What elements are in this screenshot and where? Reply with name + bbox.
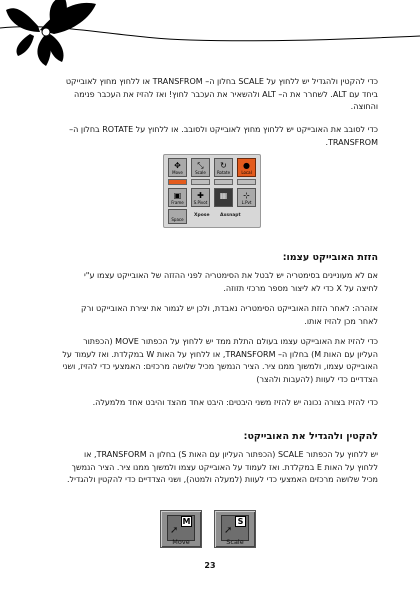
pivot-icon: ✚: [197, 191, 204, 200]
panel-tile-spivot[interactable]: ✚ S.Pivot: [191, 188, 210, 207]
local-icon: ●: [243, 161, 250, 170]
panel-tile-move[interactable]: ✥ Move: [168, 158, 187, 177]
paragraph-scale-rotate-intro: כדי להקטין ולהגדיל יש ללחוץ על SCALE בחלון ה– TRANSFROM או ללחוץ מחוץ לאובייקט ביחד עם ALT. לשחרר את ה– ALT ולהשאיר את העכבר לחוץ! ואז להזיז את העכבר פנימה והחוצה.: [65, 77, 378, 111]
scale-icon: ⤡: [197, 161, 204, 170]
panel-toggle-3[interactable]: [237, 179, 256, 185]
panel-tile-local[interactable]: ● Local: [237, 158, 256, 177]
panel-tile-space[interactable]: Space: [168, 209, 187, 224]
panel-toggle-orange[interactable]: [168, 179, 187, 185]
panel-tile-lpvt[interactable]: ⊹ L.Pvt: [237, 188, 256, 207]
heading-scale-object: להקטין ולהגדיל את האובייקט:: [243, 431, 378, 442]
move-button[interactable]: [160, 510, 202, 548]
panel-toggle-2[interactable]: [214, 179, 233, 185]
move-button-label: Move: [172, 538, 190, 546]
scale-button-label: Scale: [226, 538, 244, 546]
panel-tile-scale[interactable]: ⤡ Scale: [191, 158, 210, 177]
paragraph-move-instructions: כדי להזיז את האובייקט עצמו בעולם התלת ממד יש ללחוץ על הכפתור MOVE (הכפתור העליון עם האות M) בחלון ה– TRANSFORM, או ללחוץ על האות W במקלדת. ואז לעמוד על האובייקט עצמו, ולמשוך ממנו ציר. הציר הנמשך מכיל שלושה מרכזים: האמצעי כדי להזיז, ושני הצדדיים כדי לעוות (להעבות ולהצר): [62, 337, 378, 384]
panel-label-xpose: Xpose: [194, 213, 210, 218]
page-number: 23: [204, 561, 216, 570]
paragraph-scale-instructions: יש ללחוץ על הכפתור SCALE (הכפתור העליון עם האות S) בחלון ה TRANSFORM, או ללחוץ על האות E במקלדת. ואז לעמוד על האובייקט עצמו ולמשוך ממנו ציר. הציר הנמשך מכיל שלושה מרכזים האמצעי כדי לעוות (למעלה ולמטה), ושני הצדדיים כדי להקטין ולהגדיל.: [66, 450, 378, 484]
paragraph-symmetry: אם לא מעוניינים בסימטריה יש לבטל את הסימטריה לפני ההזזה של האובייקט עצמו ע"י לחיצה על X כדי לא ליצור מספר מרכזי תזוזה.: [83, 271, 378, 293]
paragraph-warning: אזהרה: לאחר הזזת האובייקט הסימטריה נאבדת, ולכן יש לגמור את יצירת האובייקט ורק לאחר מכן להזיז אותו.: [81, 304, 378, 326]
panel-toggle-1[interactable]: [191, 179, 210, 185]
transform-panel: [163, 154, 261, 228]
rotate-icon: ↻: [220, 161, 227, 170]
move-arrow-icon: ➚: [170, 525, 179, 536]
move-letter: M: [182, 517, 191, 526]
panel-tile-frame[interactable]: ▣ Frame: [168, 188, 187, 207]
panel-tile-rotate[interactable]: ↻ Rotate: [214, 158, 233, 177]
scale-button[interactable]: [214, 510, 256, 548]
scale-letter: S: [235, 516, 246, 527]
flower-ornament-icon: [0, 0, 420, 70]
paragraph-move-views: כדי להזיז בצורה נכונה יש להזיז משני היבטים: היבט אחד מהצד והיבט אחד מלמעלה.: [92, 398, 378, 407]
frame-icon: ▣: [173, 191, 182, 200]
panel-label-axsnapt: Axsnapt: [220, 213, 241, 218]
panel-tile-dark[interactable]: [214, 188, 233, 207]
axis-icon: ⊹: [243, 191, 250, 200]
grid-icon: ▦: [219, 191, 228, 200]
heading-move-object: הזזת האובייקט עצמו:: [282, 252, 378, 263]
move-icon: ✥: [174, 161, 181, 170]
paragraph-rotate: כדי לסובב את האובייקט יש ללחוץ מחוץ לאובייקט ולסובב. או ללחוץ על ROTATE בחלון ה– TRANSFROM.: [69, 125, 378, 147]
scale-arrow-icon: ➚: [224, 525, 233, 536]
